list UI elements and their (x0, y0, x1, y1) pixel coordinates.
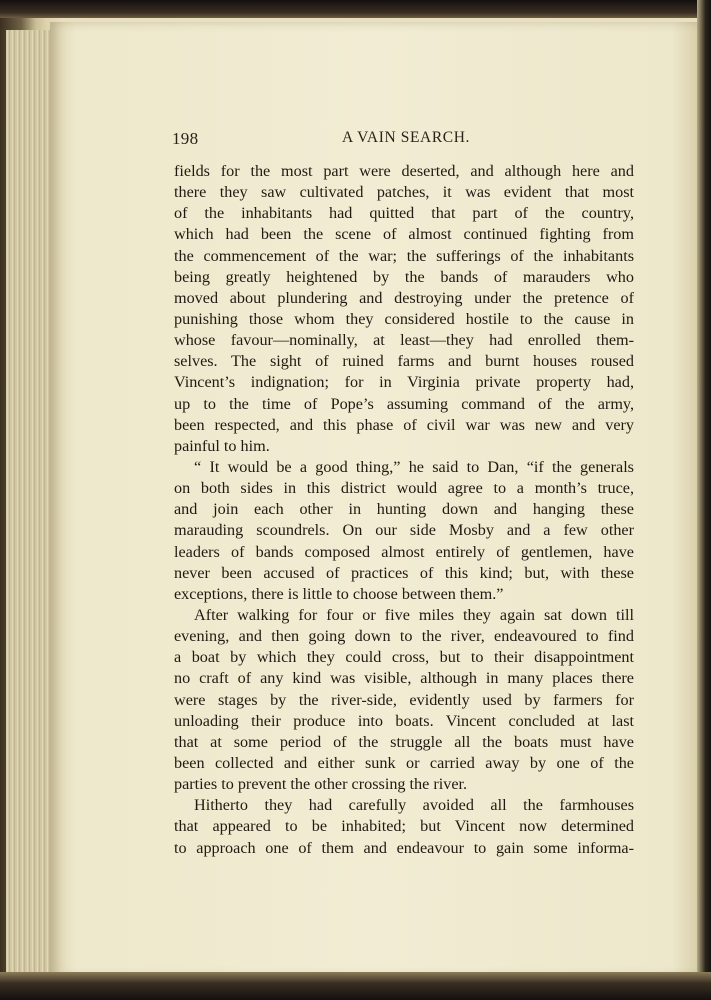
text-line: a boat by which they could cross, but to their disappointment (174, 648, 634, 667)
text-line: marauding scoundrels. On our side Mosby and a few other (174, 521, 634, 540)
text-line: parties to prevent the other crossing the river. (174, 775, 468, 794)
text-line: of the inhabitants had quitted that part of the country, (174, 204, 634, 223)
text-line: being greatly heightened by the bands of marauders who (174, 267, 634, 286)
text-line: “ It would be a good thing,” he said to Dan, “if the generals (194, 457, 634, 476)
body-text (174, 161, 634, 859)
text-line: moved about plundering and destroying under the pretence of (174, 288, 634, 307)
text-line: exceptions, there is little to choose between them.” (174, 584, 504, 603)
text-line: selves. The sight of ruined farms and burnt houses roused (174, 352, 634, 371)
text-line: punishing those whom they considered hostile to the cause in (174, 309, 634, 328)
text-line: fields for the most part were deserted, and although here and (174, 162, 634, 180)
page-number: 198 (172, 129, 199, 148)
text-line: no craft of any kind was visible, although in many places there (174, 669, 634, 688)
scan-bottom-edge (0, 972, 711, 1000)
text-line: which had been the scene of almost continued fighting from (174, 225, 634, 244)
text-line: never been accused of practices of this kind; but, with these (174, 563, 634, 582)
text-line: painful to him. (174, 436, 270, 455)
text-line: After walking for four or five miles they again sat down till (194, 605, 634, 624)
text-line: Vincent’s indignation; for in Virginia private property had, (174, 373, 634, 392)
text-line: whose favour—nominally, at least—they had enrolled them- (174, 331, 634, 350)
text-line: and join each other in hunting down and hanging these (174, 500, 634, 519)
text-line: leaders of bands composed almost entirely of gentlemen, have (174, 542, 634, 561)
text-line: the commencement of the war; the sufferings of the inhabitants (174, 246, 634, 265)
running-title: A VAIN SEARCH. (342, 129, 470, 146)
text-line: on both sides in this district would agree to a month’s truce, (174, 479, 634, 498)
text-line: were stages by the river-side, evidently used by farmers for (174, 690, 634, 709)
text-line: that appeared to be inhabited; but Vincent now determined (174, 817, 634, 836)
text-line: Hitherto they had carefully avoided all the farmhouses (194, 796, 634, 815)
text-line: up to the time of Pope’s assuming command of the army, (174, 394, 634, 413)
scan-top-edge (0, 0, 711, 18)
text-line: there they saw cultivated patches, it was evident that most (174, 183, 634, 202)
text-line: that at some period of the struggle all the boats must have (174, 732, 634, 751)
text-line: evening, and then going down to the river, endeavoured to find (174, 627, 634, 646)
running-head (172, 129, 638, 151)
page-stack-edge (6, 30, 50, 975)
text-line: to approach one of them and endeavour to gain some informa- (174, 838, 634, 857)
text-line: been collected and either sunk or carried away by one of the (174, 753, 634, 772)
text-line: been respected, and this phase of civil war was new and very (174, 415, 634, 434)
scan-right-edge (697, 0, 711, 1000)
text-line: unloading their produce into boats. Vincent concluded at last (174, 711, 634, 730)
